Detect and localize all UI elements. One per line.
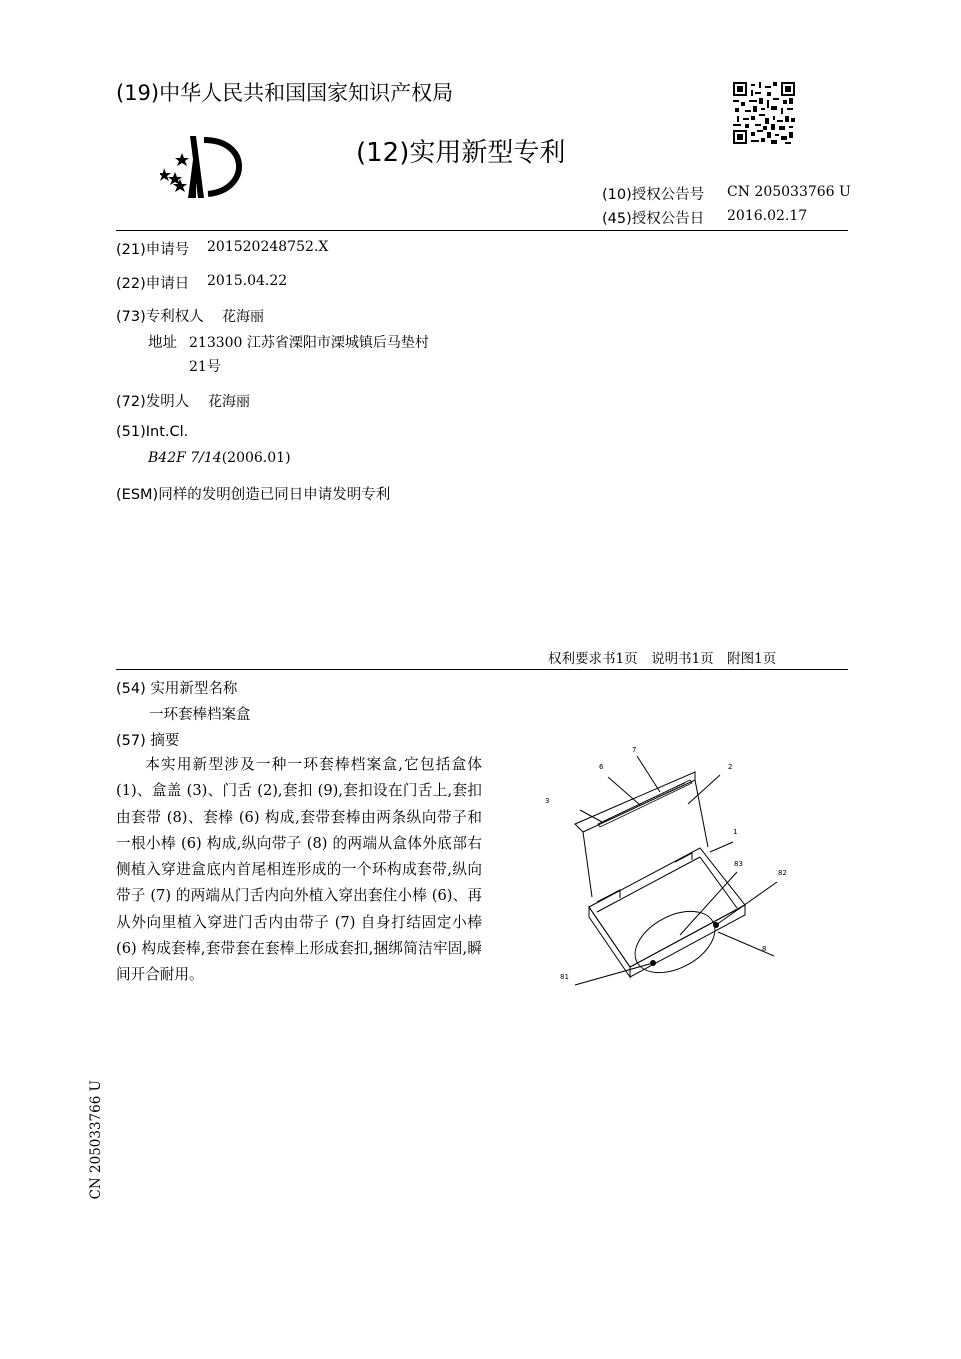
inventor-label: (72)发明人: [116, 394, 190, 410]
figure-label-2: 2: [728, 763, 733, 771]
intcl-value: [148, 450, 291, 466]
owner-label: (73)专利权人: [116, 309, 204, 325]
title-label: (54) 实用新型名称: [116, 681, 238, 697]
figure-label-3: 3: [545, 797, 550, 805]
app-date: 2015.04.22: [207, 273, 288, 289]
abstract-text: 本实用新型涉及一种一环套棒档案盒,它包括盒体 (1)、盒盖 (3)、门舌 (2),套扣 (9),套扣设在门舌上,套扣由套带 (8)、套棒 (6) 构成,套带套棒由两条纵向带子和一根小棒 (6) 构成,纵向带子 (8) 的两端从盒体外底部右侧植入穿进盒底内首尾相连形成的一个环构成套带,纵向带子 (7) 的两端从门舌内向外植入穿出套住小棒 (6)、再从外向里植入穿进门舌内由带子 (7) 自身打结固定小棒 (6) 构成套棒,套带套在套棒上形成套扣,捆绑简洁牢固,瞬间开合耐用。: [116, 756, 482, 984]
address-line1: 213300 江苏省溧阳市溧城镇后马垫村: [189, 335, 429, 351]
utility-model-title: 一环套棒档案盒: [149, 707, 251, 723]
cnipa-logo-icon: [160, 132, 244, 200]
header-divider: [116, 230, 848, 231]
intcl-label: (51)Int.Cl.: [116, 424, 189, 440]
pub-date-label: (45)授权公告日: [602, 211, 705, 227]
owner: 花海丽: [222, 309, 264, 325]
pub-no-label: (10)授权公告号: [602, 187, 705, 203]
figure-label-7: 7: [632, 746, 637, 754]
figure-label-83: 83: [734, 860, 743, 868]
app-date-label: (22)申请日: [116, 276, 190, 292]
abstract-label: (57) 摘要: [116, 733, 180, 749]
address-line2: 21号: [189, 359, 221, 375]
pub-date: 2016.02.17: [727, 208, 808, 224]
page-counts: 权利要求书1页 说明书1页 附图1页: [548, 651, 777, 667]
side-publication-code: CN 205033766 U: [88, 1080, 104, 1200]
figure-label-6: 6: [599, 763, 604, 771]
figure-label-81: 81: [560, 973, 569, 981]
pub-no: CN 205033766 U: [727, 184, 851, 200]
intcl-code: B42F 7/14: [148, 450, 222, 466]
document-type: (12)实用新型专利: [356, 138, 566, 168]
office-name: (19)中华人民共和国国家知识产权局: [116, 81, 454, 105]
inventor: 花海丽: [208, 394, 250, 410]
figure-label-1: 1: [733, 828, 738, 836]
figure-label-82: 82: [778, 869, 787, 877]
qr-code-icon: [733, 82, 795, 144]
app-no-label: (21)申请号: [116, 242, 190, 258]
esm-note: (ESM)同样的发明创造已同日申请发明专利: [116, 487, 391, 503]
pages-divider: [116, 669, 848, 670]
address-label: 地址: [148, 335, 177, 351]
box-drawing-figure: [540, 742, 790, 1004]
app-no: 201520248752.X: [207, 239, 329, 255]
figure-label-8: 8: [762, 945, 767, 953]
intcl-year: (2006.01): [221, 450, 291, 466]
